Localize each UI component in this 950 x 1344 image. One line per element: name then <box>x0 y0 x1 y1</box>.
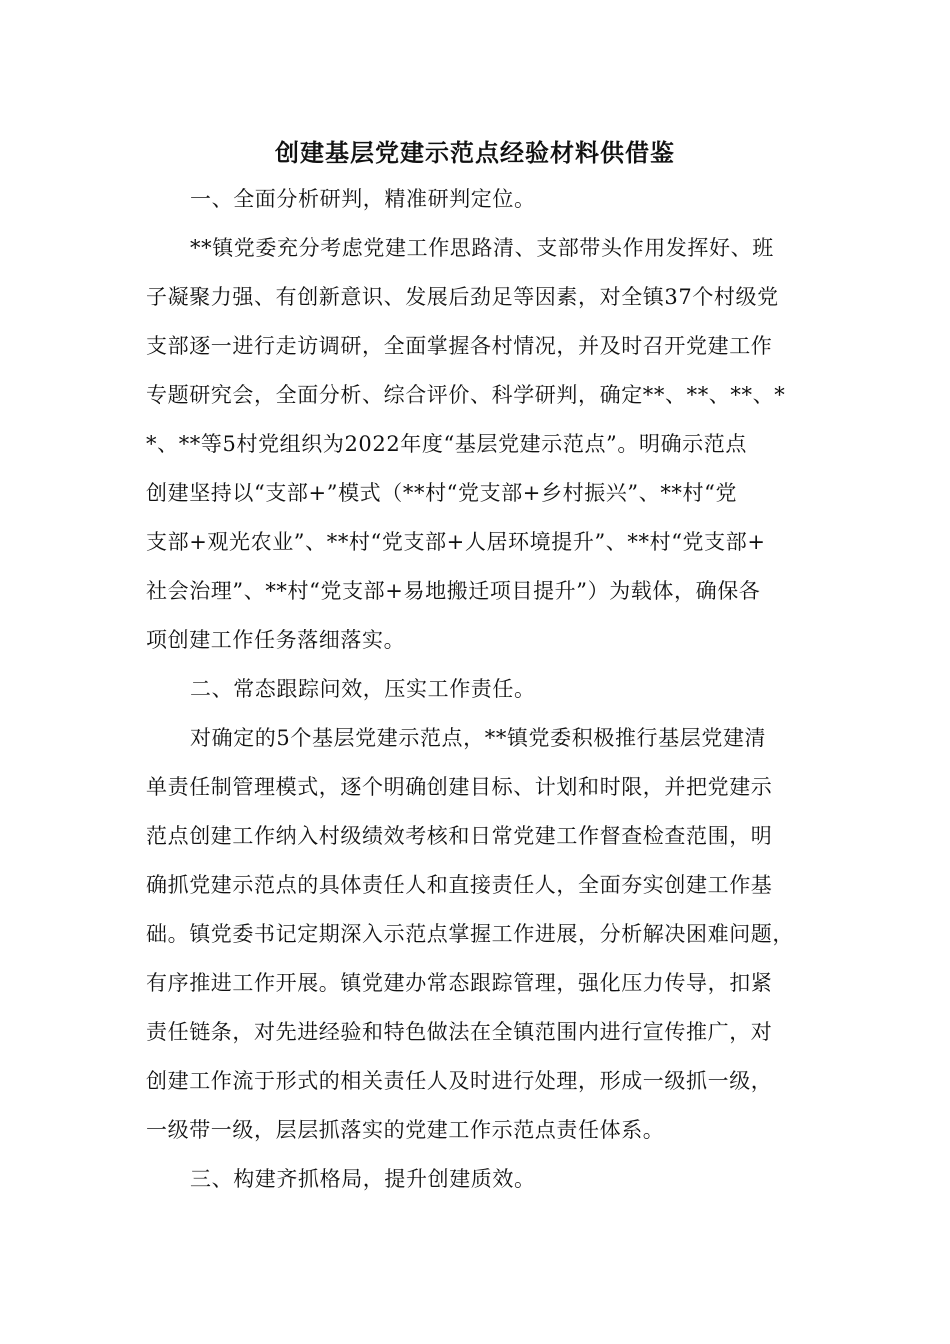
paragraph-2-line: 确抓党建示范点的具体责任人和直接责任人，全面夯实创建工作基 <box>146 873 773 897</box>
paragraph-2-line: 对确定的5个基层党建示范点，**镇党委积极推行基层党建清 <box>190 726 767 750</box>
paragraph-2-line: 础。镇党委书记定期深入示范点掌握工作进展，分析解决困难问题， <box>146 922 794 946</box>
paragraph-1-line: 子凝聚力强、有创新意识、发展后劲足等因素，对全镇37个村级党 <box>146 285 779 309</box>
paragraph-1-line: **镇党委充分考虑党建工作思路清、支部带头作用发挥好、班 <box>190 236 774 260</box>
paragraph-2-line: 一级带一级，层层抓落实的党建工作示范点责任体系。 <box>146 1118 665 1142</box>
paragraph-1-line: 创建坚持以“支部+”模式（**村“党支部+乡村振兴”、**村“党 <box>146 481 738 505</box>
document-title: 创建基层党建示范点经验材料供借鉴 <box>275 138 675 167</box>
paragraph-1-line: 专题研究会，全面分析、综合评价、科学研判，确定**、**、**、* <box>146 383 786 407</box>
paragraph-1-line: 项创建工作任务落细落实。 <box>146 628 406 652</box>
paragraph-2-line: 创建工作流于形式的相关责任人及时进行处理，形成一级抓一级， <box>146 1069 773 1093</box>
paragraph-2-line: 范点创建工作纳入村级绩效考核和日常党建工作督查检查范围，明 <box>146 824 773 848</box>
paragraph-2-line: 有序推进工作开展。镇党建办常态跟踪管理，强化压力传导，扣紧 <box>146 971 773 995</box>
paragraph-1-line: 支部逐一进行走访调研，全面掌握各村情况，并及时召开党建工作 <box>146 334 773 358</box>
document-body <box>146 175 806 1204</box>
section-heading-2: 二、常态跟踪问效，压实工作责任。 <box>190 677 536 701</box>
paragraph-2-line: 责任链条，对先进经验和特色做法在全镇范围内进行宣传推广，对 <box>146 1020 773 1044</box>
paragraph-1-line: 社会治理”、**村“党支部+易地搬迁项目提升”）为载体，确保各 <box>146 579 761 603</box>
paragraph-1-line: 支部+观光农业”、**村“党支部+人居环境提升”、**村“党支部+ <box>146 530 766 554</box>
section-heading-3: 三、构建齐抓格局，提升创建质效。 <box>190 1167 536 1191</box>
paragraph-2-line: 单责任制管理模式，逐个明确创建目标、计划和时限，并把党建示 <box>146 775 773 799</box>
section-heading-1: 一、全面分析研判，精准研判定位。 <box>190 187 536 211</box>
paragraph-1-line: *、**等5村党组织为2022年度“基层党建示范点”。明确示范点 <box>146 432 747 456</box>
